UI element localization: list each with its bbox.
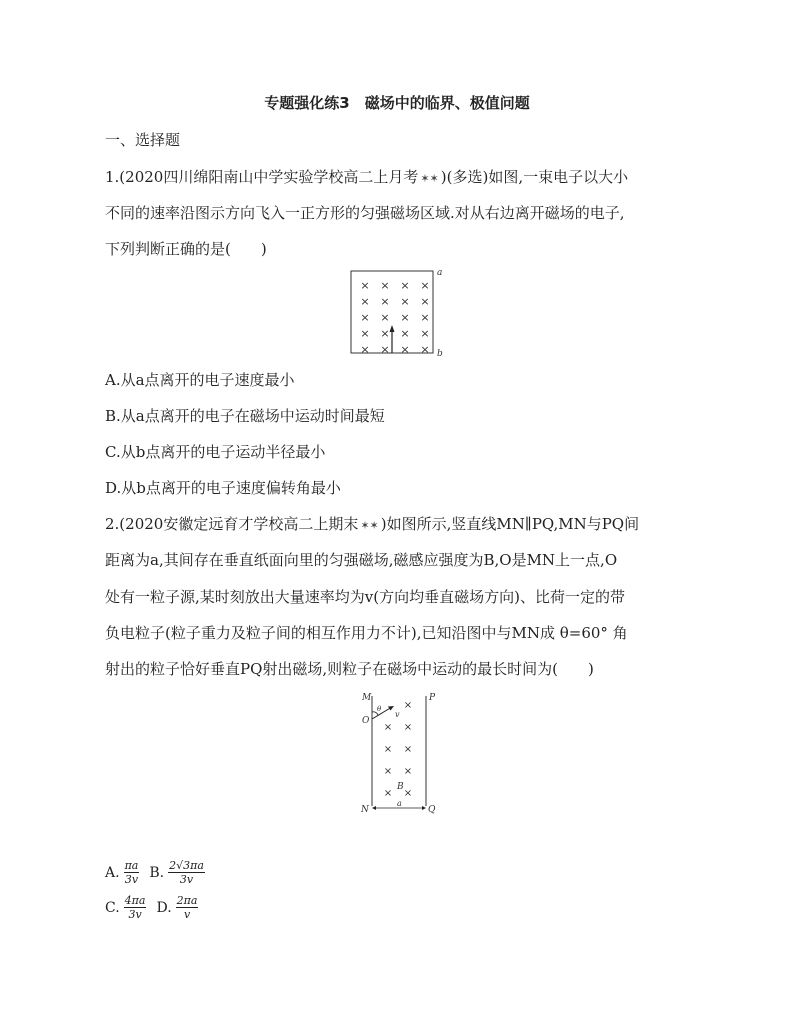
arrow-head-icon <box>388 706 394 711</box>
label-b-field: B <box>397 782 404 792</box>
arrow-head-icon <box>390 325 395 332</box>
field-cross: × <box>380 295 390 308</box>
field-cross: × <box>383 766 393 777</box>
q1-text-line-1 <box>105 167 628 189</box>
q1-option-c: C.从b点离开的电子运动半径最小 <box>105 443 326 461</box>
q2-text-line-4: 负电粒子(粒子重力及粒子间的相互作用力不计),已知沿图中与MN成 θ=60° 角 <box>105 624 628 642</box>
q2-text-line-1 <box>105 514 639 536</box>
field-cross: × <box>383 744 393 755</box>
option-c-label: C. <box>105 899 120 916</box>
field-cross: × <box>400 327 410 340</box>
field-cross: × <box>403 744 413 755</box>
q1-text-line-2: 不同的速率沿图示方向飞入一正方形的匀强磁场区域.对从右边离开磁场的电子, <box>105 204 625 222</box>
option-c-fraction: $\frac{4\pi a}{3v}$ <box>124 894 146 921</box>
q2-text-line-2: 距离为a,其间存在垂直纸面向里的匀强磁场,磁感应强度为B,O是MN上一点,O <box>105 551 618 569</box>
label-a-distance: a <box>397 799 402 808</box>
option-d-fraction: $\frac{2\pi a}{v}$ <box>176 894 198 921</box>
q2-text-line-3: 处有一粒子源,某时刻放出大量速率均为v(方向均垂直磁场方向)、比荷一定的带 <box>105 588 625 606</box>
q2-answers-row-1 <box>105 859 211 886</box>
q1-option-d: D.从b点离开的电子速度偏转角最小 <box>105 479 341 497</box>
field-cross: × <box>420 295 430 308</box>
option-a-fraction: $\frac{\pi a}{3v}$ <box>124 859 139 886</box>
field-cross: × <box>400 343 410 356</box>
field-cross: × <box>403 766 413 777</box>
q1-source: 1.(2020四川绵阳南山中学实验学校高二上月考 <box>105 168 419 186</box>
section-heading: 一、选择题 <box>105 131 181 149</box>
q1-square-field-figure <box>344 267 454 362</box>
q1-stem-start: )(多选)如图,一束电子以大小 <box>440 168 629 186</box>
q2-stem-start: )如图所示,竖直线MN∥PQ,MN与PQ间 <box>380 515 640 533</box>
q2-source: 2.(2020安徽定远育才学校高二上期末 <box>105 515 359 533</box>
field-cross: × <box>403 722 413 733</box>
field-cross: × <box>420 327 430 340</box>
field-cross: × <box>380 343 390 356</box>
label-m: M <box>362 693 372 703</box>
field-cross: × <box>360 343 370 356</box>
field-cross: × <box>360 327 370 340</box>
arrow-right-icon <box>422 806 426 810</box>
field-cross: × <box>403 700 413 711</box>
field-cross: × <box>360 311 370 324</box>
label-v: v <box>395 710 400 719</box>
field-cross: × <box>403 788 413 799</box>
star-difficulty-icon: ✶✶ <box>360 519 379 532</box>
field-cross: × <box>383 788 393 799</box>
field-cross: × <box>380 327 390 340</box>
field-cross: × <box>380 279 390 292</box>
q1-text-line-3: 下列判断正确的是( ) <box>105 240 267 258</box>
field-cross: × <box>400 311 410 324</box>
q1-option-b: B.从a点离开的电子在磁场中运动时间最短 <box>105 407 385 425</box>
label-n: N <box>361 805 369 815</box>
q1-option-a: A.从a点离开的电子速度最小 <box>105 371 295 389</box>
field-cross: × <box>420 279 430 292</box>
field-cross: × <box>360 279 370 292</box>
option-b-label: B. <box>149 864 165 881</box>
field-cross: × <box>380 311 390 324</box>
label-o: O <box>362 716 370 726</box>
q2-text-line-5: 射出的粒子恰好垂直PQ射出磁场,则粒子在磁场中运动的最长时间为( ) <box>105 660 594 678</box>
label-q: Q <box>428 805 436 815</box>
field-cross: × <box>360 295 370 308</box>
option-a-label: A. <box>105 864 120 881</box>
field-crosses <box>360 279 429 356</box>
q2-strip-field-figure <box>358 690 440 816</box>
q2-answers-row-2 <box>105 894 204 921</box>
field-cross: × <box>400 295 410 308</box>
label-p: P <box>429 693 436 703</box>
field-cross: × <box>420 311 430 324</box>
field-cross: × <box>420 343 430 356</box>
page-title: 专题强化练3 磁场中的临界、极值问题 <box>264 94 530 112</box>
point-a-label: a <box>437 268 443 278</box>
field-cross: × <box>383 722 393 733</box>
point-b-label: b <box>437 349 443 359</box>
velocity-arrow <box>372 707 392 719</box>
option-b-fraction: $\frac{2√3\pi a}{3v}$ <box>169 859 204 886</box>
field-cross: × <box>400 279 410 292</box>
label-theta: θ <box>377 705 382 713</box>
option-d-label: D. <box>156 899 172 916</box>
arrow-left-icon <box>372 806 376 810</box>
star-difficulty-icon: ✶✶ <box>420 172 439 185</box>
